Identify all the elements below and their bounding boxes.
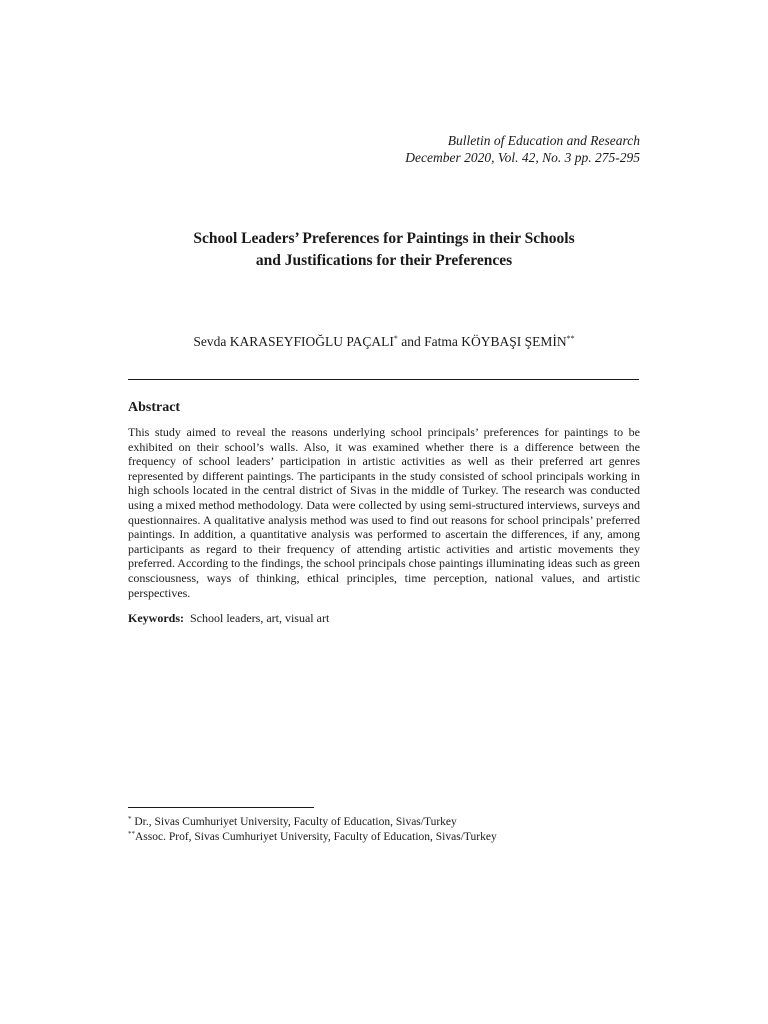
abstract-heading: Abstract <box>128 400 181 415</box>
footnote-divider <box>128 807 314 808</box>
footnotes <box>128 815 497 845</box>
author-1-footnote-mark: * <box>393 334 398 343</box>
keywords <box>128 611 329 626</box>
journal-name: Bulletin of Education and Research <box>447 133 640 148</box>
journal-issue: December 2020, Vol. 42, No. 3 pp. 275-295 <box>405 149 640 165</box>
author-2-name: Fatma KÖYBAŞI ŞEMİN <box>424 334 567 349</box>
author-connector: and <box>397 334 425 349</box>
footnote-2-mark: ** <box>128 830 135 838</box>
title-divider <box>128 379 639 380</box>
paper-title <box>128 228 640 272</box>
footnote-1 <box>128 815 497 830</box>
paper-title-line-1: School Leaders’ Preferences for Paintings in their Schools <box>193 230 575 247</box>
keywords-label: Keywords: <box>128 611 184 625</box>
abstract-text: This study aimed to reveal the reasons underlying school principals’ preferences for paintings to be exhibited on their school’s walls. Also, it was examined whether there is a difference between the frequency of school leaders’ participation in artistic activities as well as their preferred art genres represented by different paintings. The participants in the study consisted of school principals working in high schools located in the central district of Sivas in the middle of Turkey. The research was conducted using a mixed method methodology. Data were collected by using semi-structured interviews, surveys and questionnaires. A qualitative analysis method was used to find out reasons for school principals’ preferred paintings. In addition, a quantitative analysis was performed to ascertain the differences, if any, among participants as regard to their frequency of attending artistic activities and artistic movements they preferred. According to the findings, the school principals chose paintings illuminating ideas such as green consciousness, ways of thinking, ethical principles, time perception, national values, and artistic perspectives. <box>128 425 640 600</box>
author-2-footnote-mark: ** <box>566 334 575 343</box>
footnote-1-text: Dr., Sivas Cumhuriyet University, Faculty of Education, Sivas/Turkey <box>131 816 457 828</box>
author-1-name: Sevda KARASEYFIOĞLU PAÇALI <box>193 334 394 349</box>
keywords-value: School leaders, art, visual art <box>190 611 330 625</box>
paper-title-line-2: and Justifications for their Preferences <box>255 252 513 269</box>
author-list <box>128 333 640 351</box>
footnote-2 <box>128 830 497 845</box>
journal-header <box>405 133 640 166</box>
footnote-1-mark: * <box>128 815 132 823</box>
footnote-2-text: Assoc. Prof, Sivas Cumhuriyet University, Faculty of Education, Sivas/Turkey <box>135 831 497 843</box>
